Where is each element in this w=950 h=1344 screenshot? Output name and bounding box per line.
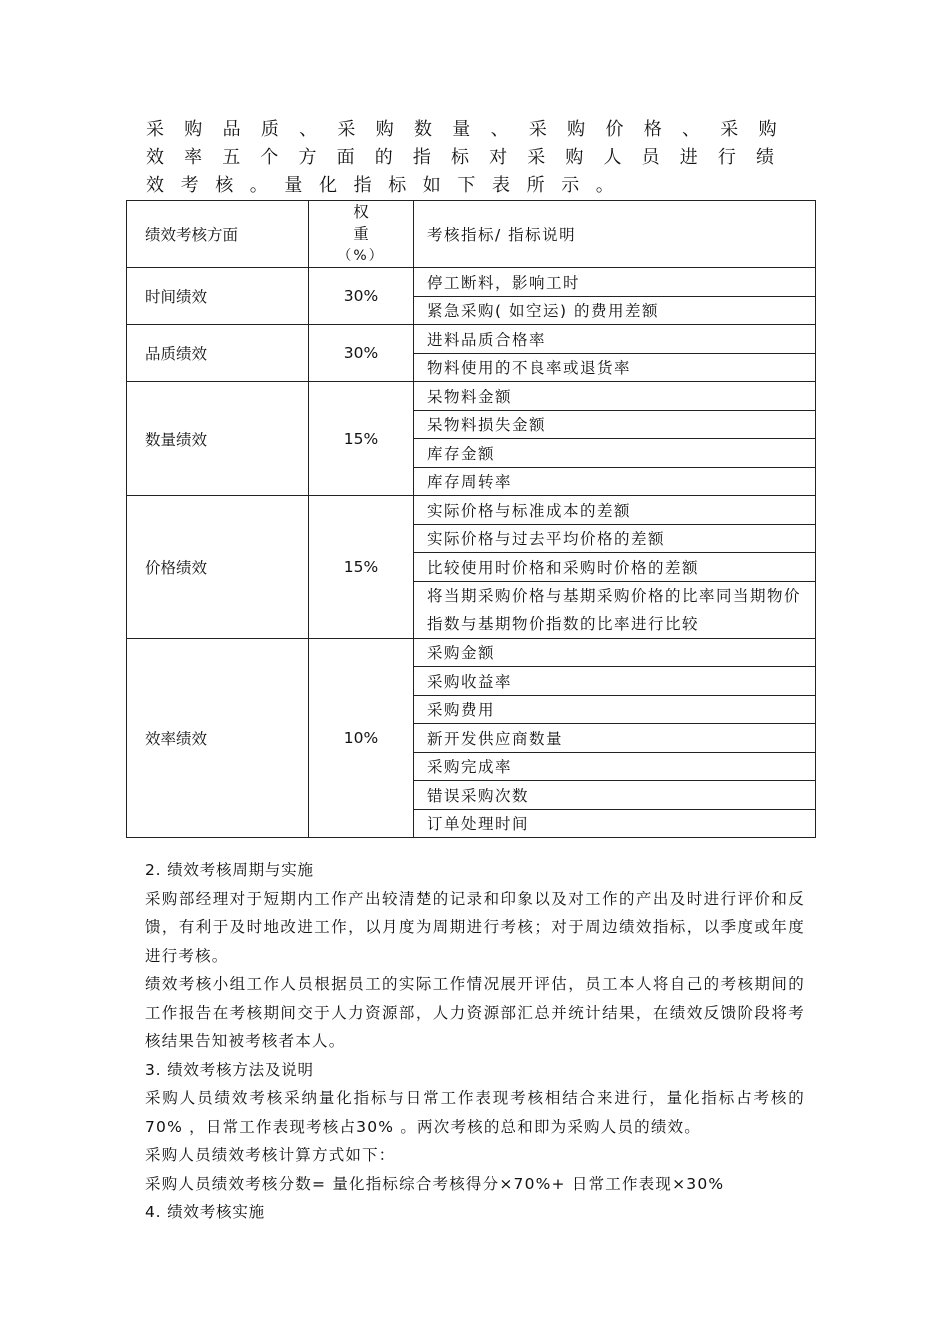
- intro-line-2: 效率五个方面的指标对采购人员进行绩: [146, 147, 790, 168]
- aspect-cell: 数量绩效: [127, 382, 309, 496]
- aspect-cell: 品质绩效: [127, 325, 309, 382]
- aspect-cell: 效率绩效: [127, 638, 309, 838]
- header-weight-unit: （%）: [337, 248, 385, 264]
- indicator-cell: 订单处理时间: [414, 809, 816, 838]
- kpi-table: [126, 200, 816, 838]
- indicator-cell: 实际价格与标准成本的差额: [414, 496, 816, 525]
- section-2-heading: 2. 绩效考核周期与实施: [145, 861, 314, 879]
- section-3-paragraph-2: 采购人员绩效考核计算方式如下：: [145, 1146, 396, 1164]
- indicator-cell: 错误采购次数: [414, 781, 816, 810]
- weight-cell: 10%: [309, 638, 414, 838]
- header-aspect: 绩效考核方面: [127, 201, 309, 268]
- indicator-cell: 采购完成率: [414, 752, 816, 781]
- indicator-cell: 库存周转率: [414, 467, 816, 496]
- header-weight-label: 权 重: [353, 203, 433, 243]
- weight-cell: 30%: [309, 325, 414, 382]
- indicator-cell: 新开发供应商数量: [414, 724, 816, 753]
- indicator-cell: 采购费用: [414, 695, 816, 724]
- intro-paragraph: [146, 116, 790, 200]
- indicator-cell: 采购金额: [414, 638, 816, 667]
- table-row: [127, 325, 816, 354]
- intro-line-3: 效考核。量化指标如下表所示。: [146, 175, 631, 196]
- header-indicator: 考核指标/ 指标说明: [414, 201, 816, 268]
- indicator-cell: 物料使用的不良率或退货率: [414, 353, 816, 382]
- table-header-row: [127, 201, 816, 268]
- weight-cell: 30%: [309, 268, 414, 325]
- section-4-heading: 4. 绩效考核实施: [145, 1203, 265, 1221]
- section-2-paragraph-2: 绩效考核小组工作人员根据员工的实际工作情况展开评估，员工本人将自己的考核期间的工作报告在考核期间交于人力资源部，人力资源部汇总并统计结果，在绩效反馈阶段将考核结果告知被考核者本人。: [145, 975, 805, 1050]
- section-2-paragraph-1: 采购部经理对于短期内工作产出较清楚的记录和印象以及对工作的产出及时进行评价和反馈，有利于及时地改进工作，以月度为周期进行考核；对于周边绩效指标，以季度或年度进行考核。: [145, 889, 805, 965]
- table-row: [127, 496, 816, 525]
- indicator-cell: 库存金额: [414, 439, 816, 468]
- indicator-cell: 将当期采购价格与基期采购价格的比率同当期物价指数与基期物价指数的比率进行比较: [414, 581, 816, 638]
- header-weight: [309, 201, 433, 268]
- indicator-cell: 比较使用时价格和采购时价格的差额: [414, 553, 816, 582]
- intro-line-1: 采购品质、采购数量、采购价格、采购: [146, 119, 790, 140]
- indicator-cell: 进料品质合格率: [414, 325, 816, 354]
- indicator-cell: 采购收益率: [414, 667, 816, 696]
- table-row: [127, 268, 816, 297]
- table-row: [127, 638, 816, 667]
- table-row: [127, 382, 816, 411]
- indicator-cell: 呆物料损失金额: [414, 410, 816, 439]
- indicator-cell: 呆物料金额: [414, 382, 816, 411]
- aspect-cell: 价格绩效: [127, 496, 309, 639]
- section-3-paragraph-1: 采购人员绩效考核采纳量化指标与日常工作表现考核相结合来进行，量化指标占考核的70% ，日常工作表现考核占30% 。两次考核的总和即为采购人员的绩效。: [145, 1089, 805, 1136]
- section-3-formula: 采购人员绩效考核分数= 量化指标综合考核得分×70%+ 日常工作表现×30%: [145, 1174, 725, 1193]
- section-3-heading: 3. 绩效考核方法及说明: [145, 1060, 314, 1079]
- weight-cell: 15%: [309, 382, 414, 496]
- indicator-cell: 紧急采购( 如空运) 的费用差额: [414, 296, 816, 325]
- indicator-cell: 停工断料，影响工时: [414, 268, 816, 297]
- indicator-cell: 实际价格与过去平均价格的差额: [414, 524, 816, 553]
- document-body: [145, 856, 805, 1227]
- aspect-cell: 时间绩效: [127, 268, 309, 325]
- weight-cell: 15%: [309, 496, 414, 639]
